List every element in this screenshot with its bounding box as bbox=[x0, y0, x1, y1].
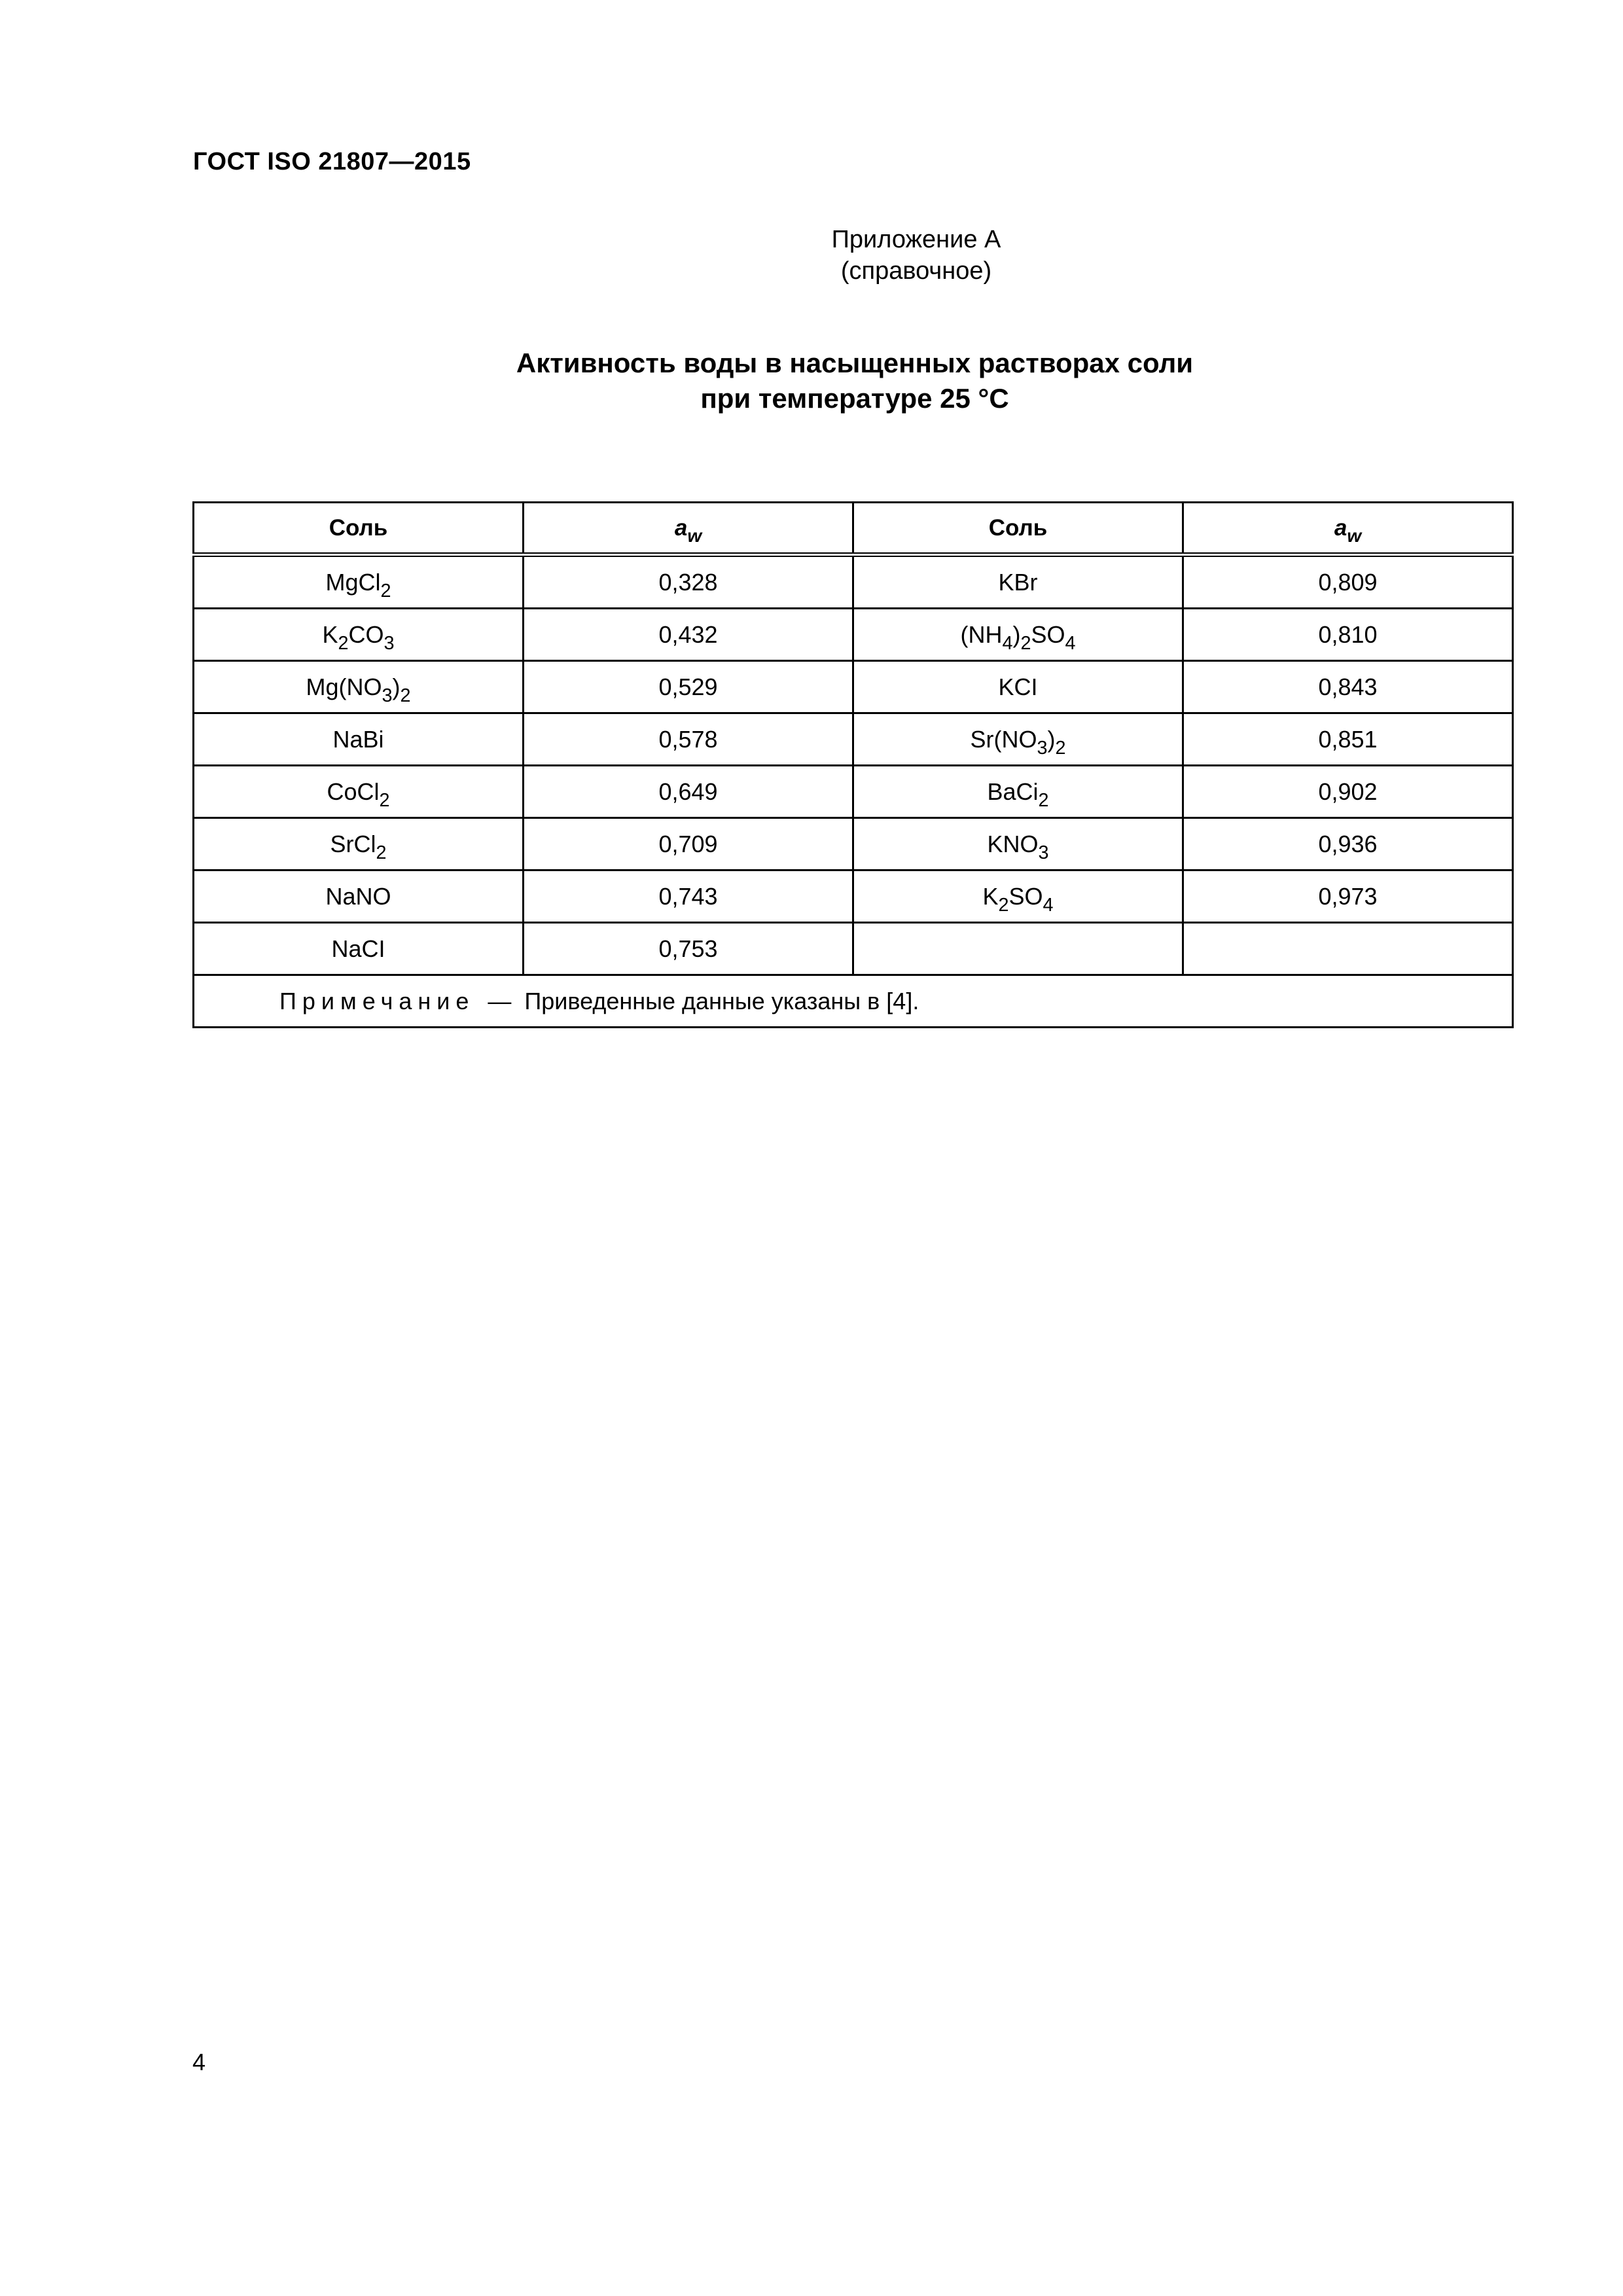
salt-cell: KBr bbox=[853, 555, 1183, 609]
header-salt-left: Соль bbox=[194, 503, 524, 555]
document-standard-header: ГОСТ ISO 21807—2015 bbox=[193, 148, 471, 175]
table-row bbox=[194, 609, 1513, 661]
note-text: Приведенные данные указаны в [4]. bbox=[524, 987, 919, 1014]
table-title bbox=[462, 346, 1247, 416]
salt-cell: BaCi$_2$ bbox=[853, 766, 1183, 818]
aw-cell: 0,810 bbox=[1183, 609, 1513, 661]
table-row bbox=[194, 870, 1513, 923]
table-row bbox=[194, 818, 1513, 870]
page-number: 4 bbox=[192, 2049, 206, 2075]
salt-cell: NaBi bbox=[194, 713, 524, 766]
salt-cell: $Sr(NO_3)_2$ bbox=[853, 713, 1183, 766]
note-label: Примечание bbox=[279, 987, 475, 1014]
aw-cell: 0,743 bbox=[524, 870, 853, 923]
salt-cell: SrCl$_2$ bbox=[194, 818, 524, 870]
salt-cell: $Mg(NO_3)_2$ bbox=[194, 661, 524, 713]
header-aw-right: $a_w$ bbox=[1183, 503, 1513, 555]
salt-cell: NaCI bbox=[194, 923, 524, 975]
header-salt-right: Соль bbox=[853, 503, 1183, 555]
salt-cell: CoCl$_2$ bbox=[194, 766, 524, 818]
annex-heading bbox=[463, 224, 1369, 287]
table-row bbox=[194, 713, 1513, 766]
aw-cell: 0,902 bbox=[1183, 766, 1513, 818]
salt-cell: NaNO bbox=[194, 870, 524, 923]
table-row bbox=[194, 661, 1513, 713]
aw-cell: 0,529 bbox=[524, 661, 853, 713]
table-row bbox=[194, 923, 1513, 975]
aw-cell: 0,709 bbox=[524, 818, 853, 870]
water-activity-table bbox=[192, 501, 1514, 1028]
table-row bbox=[194, 555, 1513, 609]
table-title-line-1: Активность воды в насыщенных растворах соли bbox=[516, 348, 1194, 378]
table-title-line-2: при температуре 25 °С bbox=[700, 383, 1009, 414]
aw-cell: 0,809 bbox=[1183, 555, 1513, 609]
aw-cell: 0,851 bbox=[1183, 713, 1513, 766]
table-note bbox=[194, 975, 1513, 1028]
aw-cell: 0,649 bbox=[524, 766, 853, 818]
table-header-row bbox=[194, 503, 1513, 555]
salt-cell-empty bbox=[853, 923, 1183, 975]
salt-cell: $(NH_4)_2SO_4$ bbox=[853, 609, 1183, 661]
note-dash: — bbox=[488, 987, 512, 1014]
salt-cell: $K_2SO_4$ bbox=[853, 870, 1183, 923]
aw-cell-empty bbox=[1183, 923, 1513, 975]
aw-cell: 0,936 bbox=[1183, 818, 1513, 870]
salt-cell: KCI bbox=[853, 661, 1183, 713]
header-aw-left: $a_w$ bbox=[524, 503, 853, 555]
salt-cell: $KNO_3$ bbox=[853, 818, 1183, 870]
aw-cell: 0,432 bbox=[524, 609, 853, 661]
table-row bbox=[194, 766, 1513, 818]
aw-cell: 0,753 bbox=[524, 923, 853, 975]
annex-label: Приложение А bbox=[831, 226, 1001, 253]
salt-cell: $K_2CO_3$ bbox=[194, 609, 524, 661]
salt-cell: MgCl$_2$ bbox=[194, 555, 524, 609]
aw-cell: 0,973 bbox=[1183, 870, 1513, 923]
table-note-row bbox=[194, 975, 1513, 1028]
aw-cell: 0,328 bbox=[524, 555, 853, 609]
aw-cell: 0,578 bbox=[524, 713, 853, 766]
annex-type: (справочное) bbox=[840, 257, 992, 285]
aw-cell: 0,843 bbox=[1183, 661, 1513, 713]
